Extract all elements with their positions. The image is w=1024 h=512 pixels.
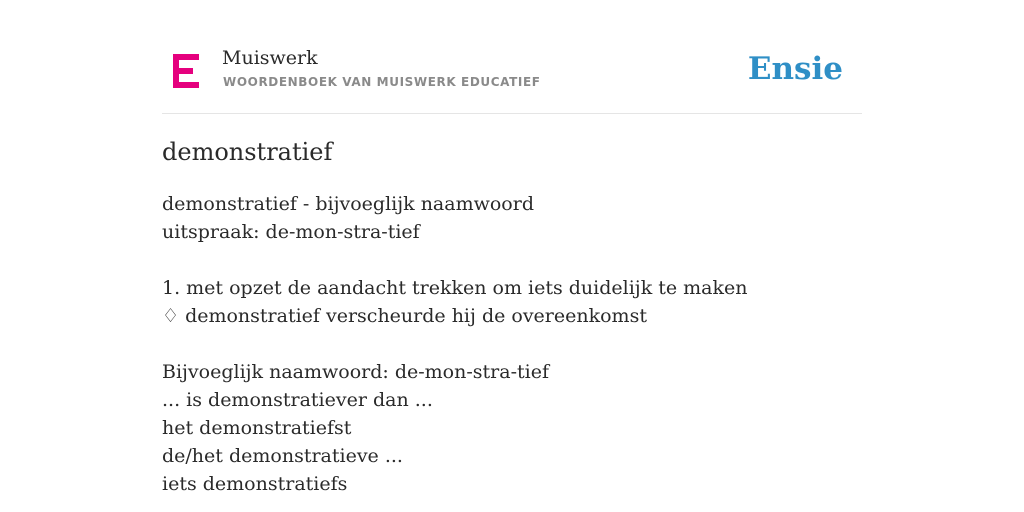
- forms-heading: Bijvoeglijk naamwoord: de-mon-stra-tief: [162, 361, 549, 383]
- muiswerk-e-logo-icon[interactable]: [173, 54, 199, 88]
- headword-line: demonstratief - bijvoeglijk naamwoord: [162, 193, 534, 215]
- ensie-logo-link[interactable]: Ensie: [747, 51, 843, 87]
- pronunciation-line: uitspraak: de-mon-stra-tief: [162, 221, 420, 243]
- spacer: [162, 246, 862, 274]
- site-header: [162, 0, 862, 114]
- brand-name[interactable]: Muiswerk: [222, 47, 318, 69]
- brand-subtitle: WOORDENBOEK VAN MUISWERK EDUCATIEF: [223, 75, 541, 89]
- page-container: [162, 0, 862, 512]
- form-line: de/het demonstratieve ...: [162, 445, 403, 467]
- form-line: ... is demonstratiever dan ...: [162, 389, 433, 411]
- dictionary-entry: [162, 190, 862, 498]
- definition-line: 1. met opzet de aandacht trekken om iets duidelijk te maken: [162, 277, 748, 299]
- page-title: demonstratief: [162, 138, 333, 166]
- form-line: het demonstratiefst: [162, 417, 352, 439]
- example-line: ♢ demonstratief verscheurde hij de overeenkomst: [162, 305, 647, 327]
- spacer: [162, 330, 862, 358]
- form-line: iets demonstratiefs: [162, 473, 348, 495]
